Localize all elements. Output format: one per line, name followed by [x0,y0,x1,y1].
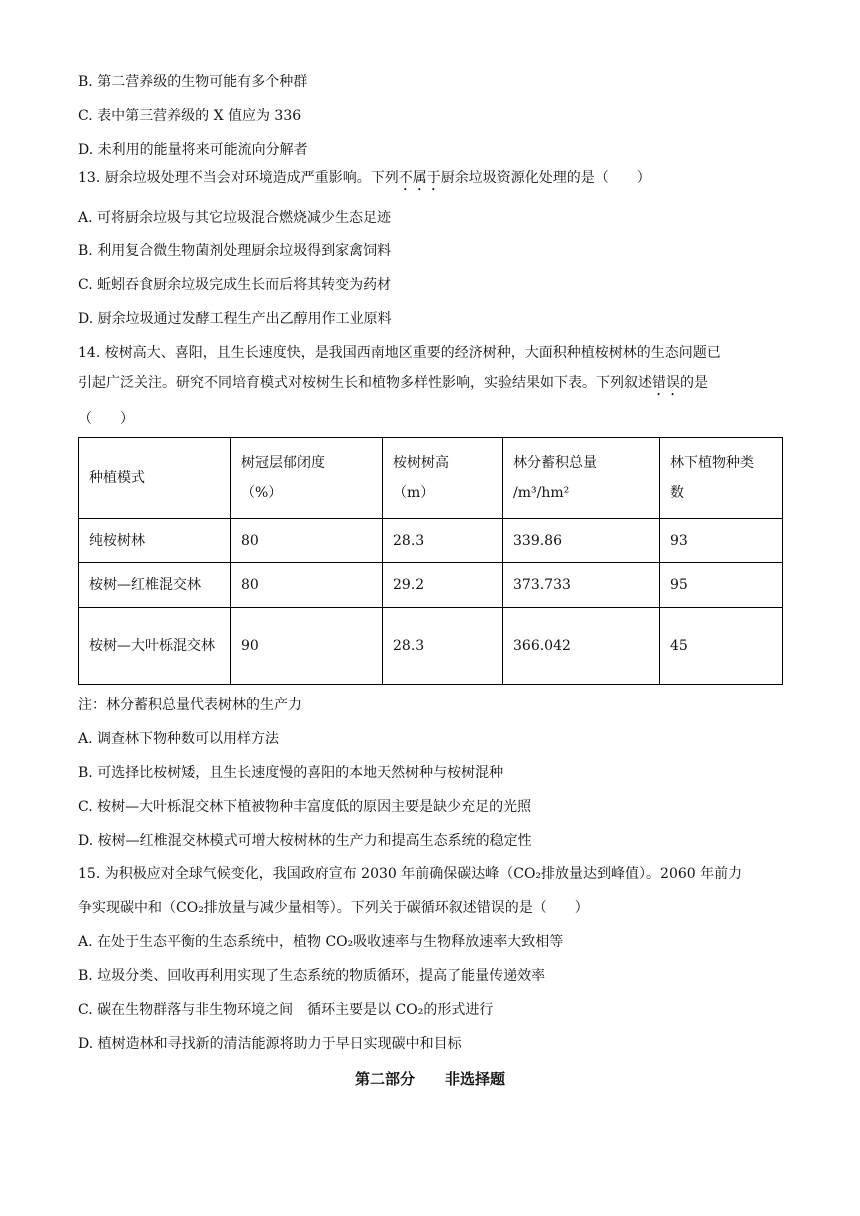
table-row [79,608,783,685]
header-text: 种植模式 [89,470,145,486]
table-row [79,563,783,608]
section-title: 第二部分 非选择题 [354,1070,505,1088]
header-unit: （m） [393,485,435,501]
q13-option-d: D. 厨余垃圾通过发酵工程生产出乙醇用作工业原料 [78,311,392,327]
q13-stem [78,168,651,188]
table-cell: 373.733 [503,563,660,608]
q14-option-d: D. 桉树—红椎混交林模式可增大桉树林的生产力和提高生态系统的稳定性 [78,833,532,849]
table-cell: 95 [660,563,783,608]
q15-option-b: B. 垃圾分类、回收再利用实现了生态系统的物质循环，提高了能量传递效率 [78,968,546,984]
q13-stem-part-a: 13. 厨余垃圾处理不当会对环境造成严重影响。下列 [78,170,399,186]
table-header-cell [79,438,231,519]
table-header-row [79,438,783,519]
table-cell: 80 [231,519,383,563]
q12-option-d: D. 未利用的能量将来可能流向分解者 [78,142,308,158]
table-row [79,519,783,563]
q15-stem-line1: 15. 为积极应对全球气候变化，我国政府宣布 2030 年前确保碳达峰（CO₂排放量达到峰值）。2060 年前力 [78,866,743,882]
header-text: 桉树树高 [393,455,449,471]
table-cell: 28.3 [383,608,503,685]
table-cell: 366.042 [503,608,660,685]
header-unit: （%） [241,485,283,501]
q14-option-c: C. 桉树—大叶栎混交林下植被物种丰富度低的原因主要是缺少充足的光照 [78,799,532,815]
header-text: 树冠层郁闭度 [241,455,325,471]
q15-stem-line2: 争实现碳中和（CO₂排放量与减少量相等）。下列关于碳循环叙述错误的是（ ） [78,900,589,916]
q14-data-table [78,437,783,685]
q14-stem-line3: （ ） [78,411,134,427]
q12-option-b: B. 第二营养级的生物可能有多个种群 [78,74,308,90]
table-cell: 339.86 [503,519,660,563]
table-header-cell [660,438,783,519]
table-header-cell [231,438,383,519]
table-cell: 29.2 [383,563,503,608]
q12-option-c: C. 表中第三营养级的 X 值应为 336 [78,108,302,124]
q14-stem-line2 [78,373,708,393]
table-header-cell [383,438,503,519]
table-cell: 80 [231,563,383,608]
q14-stem-line2-a: 引起广泛关注。研究不同培育模式对桉树生长和植物多样性影响，实验结果如下表。下列叙述 [78,375,652,391]
header-text: 林分蓄积总量 [513,455,597,471]
header-text: 林下植物种类 [670,455,754,471]
header-unit: 数 [670,485,684,501]
q15-option-c: C. 碳在生物群落与非生物环境之间 循环主要是以 CO₂的形式进行 [78,1002,494,1018]
table-cell: 90 [231,608,383,685]
table-cell: 桉树—大叶栎混交林 [79,608,231,685]
q13-stem-emphasis: 不属于 [398,170,441,186]
q15-option-d: D. 植树造林和寻找新的清洁能源将助力于早日实现碳中和目标 [78,1036,462,1052]
q14-table-note: 注：林分蓄积总量代表树林的生产力 [78,697,302,713]
q14-option-b: B. 可选择比桉树矮，且生长速度慢的喜阳的本地天然树种与桉树混种 [78,765,504,781]
table-cell: 28.3 [383,519,503,563]
q14-stem-line2-b: 的是 [680,375,708,391]
table-cell: 桉树—红椎混交林 [79,563,231,608]
q14-stem-line1: 14. 桉树高大、喜阳，且生长速度快，是我国西南地区重要的经济树种，大面积种植桉树林的生态问题已 [78,345,721,361]
q14-option-a: A. 调查林下物种数可以用样方法 [78,731,280,747]
q13-option-b: B. 利用复合微生物菌剂处理厨余垃圾得到家禽饲料 [78,243,392,259]
table-cell: 93 [660,519,783,563]
table-header-cell [503,438,660,519]
q13-stem-part-b: 厨余垃圾资源化处理的是（ ） [440,170,651,186]
q13-option-a: A. 可将厨余垃圾与其它垃圾混合燃烧减少生态足迹 [78,210,392,226]
table-cell: 45 [660,608,783,685]
q13-option-c: C. 蚯蚓吞食厨余垃圾完成生长而后将其转变为药材 [78,277,392,293]
header-unit: /m³/hm² [513,485,570,501]
q15-option-a: A. 在处于生态平衡的生态系统中，植物 CO₂吸收速率与生物释放速率大致相等 [78,934,564,950]
q14-stem-emphasis: 错误 [652,375,680,391]
table-cell: 纯桉树林 [79,519,231,563]
